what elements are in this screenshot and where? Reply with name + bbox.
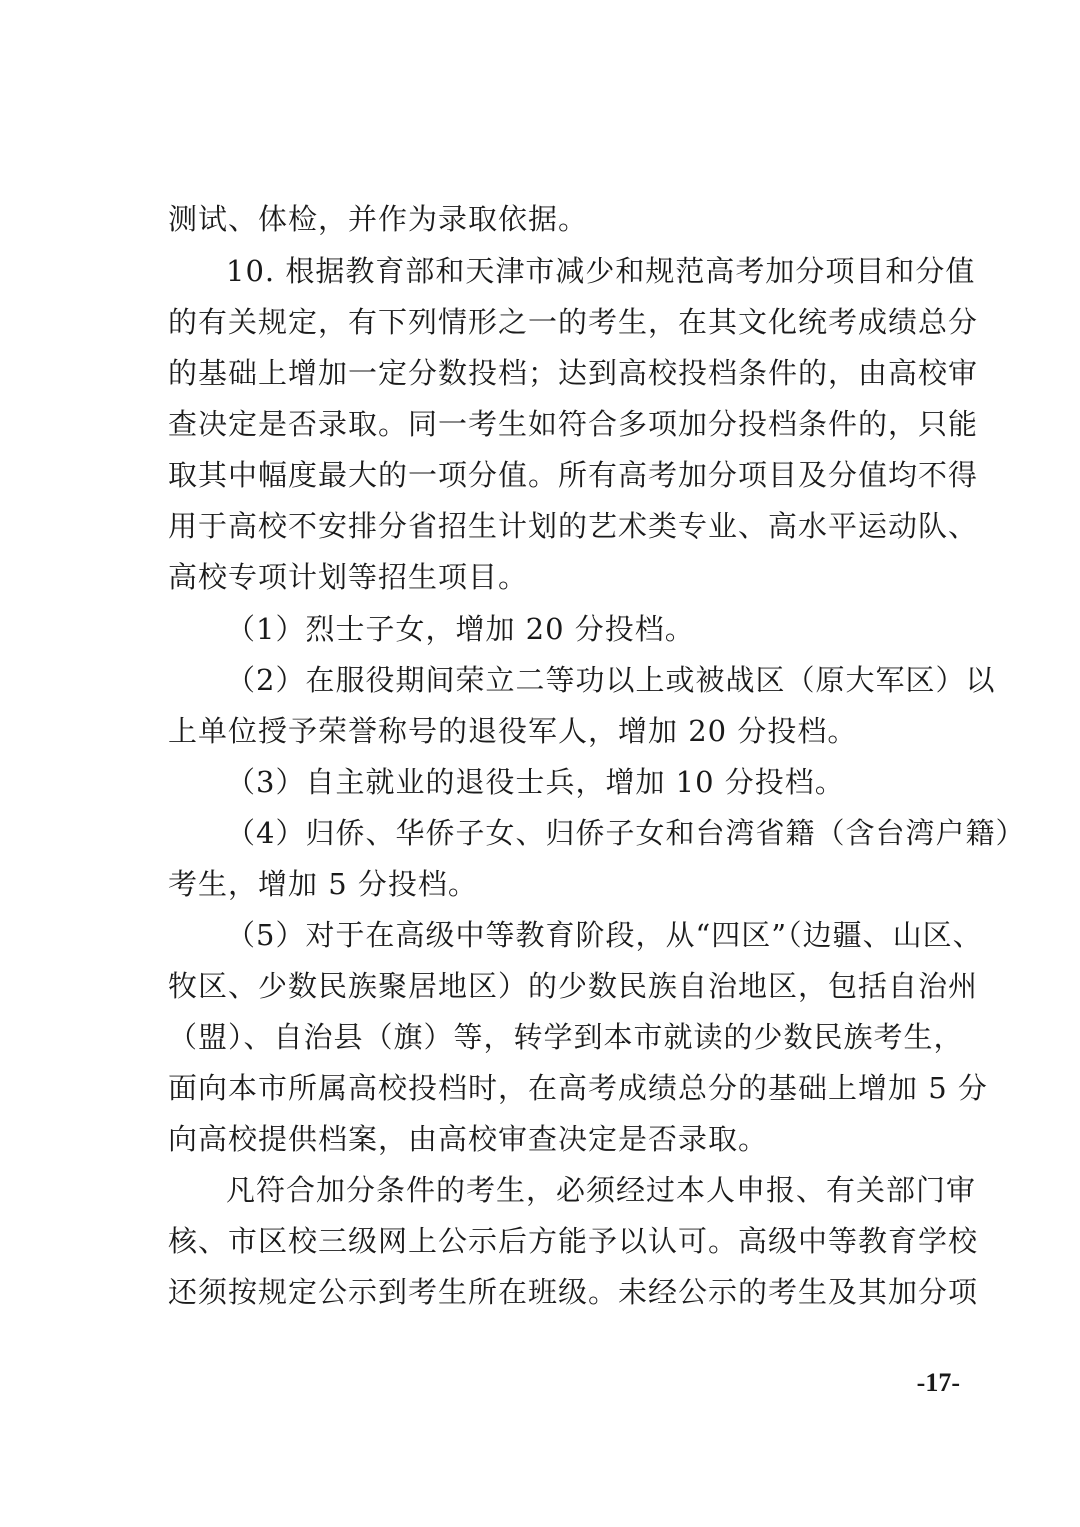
body-text-line: 面向本市所属高校投档时，在高考成绩总分的基础上增加 5 分 (168, 1071, 988, 1105)
body-text-line: 牧区、少数民族聚居地区）的少数民族自治地区，包括自治州 (168, 969, 979, 1003)
list-item-5: （5）对于在高级中等教育阶段，从“四区”（边疆、山区、 (226, 918, 983, 952)
list-item-3: （3）自主就业的退役士兵，增加 10 分投档。 (226, 765, 845, 799)
list-item-2: （2）在服役期间荣立二等功以上或被战区（原大军区）以 (226, 663, 996, 697)
body-text-line: 查决定是否录取。同一考生如符合多项加分投档条件的，只能 (168, 407, 979, 441)
body-text-line: 测试、体检，并作为录取依据。 (168, 202, 589, 236)
body-text-line: 向高校提供档案，由高校审查决定是否录取。 (168, 1122, 769, 1156)
body-text-line: 用于高校不安排分省招生计划的艺术类专业、高水平运动队、 (168, 509, 979, 543)
list-item-4: （4）归侨、华侨子女、归侨子女和台湾省籍（含台湾户籍） (226, 816, 1026, 850)
body-text-line: （盟）、自治县（旗）等，转学到本市就读的少数民族考生， (168, 1020, 964, 1054)
body-text-line: 取其中幅度最大的一项分值。所有高考加分项目及分值均不得 (168, 458, 979, 492)
body-text-line: 的有关规定，有下列情形之一的考生，在其文化统考成绩总分 (168, 305, 979, 339)
body-text-line: 高校专项计划等招生项目。 (168, 560, 529, 594)
body-text-line: 考生，增加 5 分投档。 (168, 867, 478, 901)
body-text-line: 还须按规定公示到考生所在班级。未经公示的考生及其加分项 (168, 1275, 979, 1309)
list-item-1: （1）烈士子女，增加 20 分投档。 (226, 612, 695, 646)
page-number: -17- (916, 1368, 960, 1397)
body-text-line: 凡符合加分条件的考生，必须经过本人申报、有关部门审 (226, 1173, 977, 1207)
body-text-line: 10. 根据教育部和天津市减少和规范高考加分项目和分值 (226, 254, 976, 288)
body-text-line: 上单位授予荣誉称号的退役军人，增加 20 分投档。 (168, 714, 858, 748)
body-text-line: 的基础上增加一定分数投档；达到高校投档条件的，由高校审 (168, 356, 979, 390)
body-text-line: 核、市区校三级网上公示后方能予以认可。高级中等教育学校 (168, 1224, 979, 1258)
